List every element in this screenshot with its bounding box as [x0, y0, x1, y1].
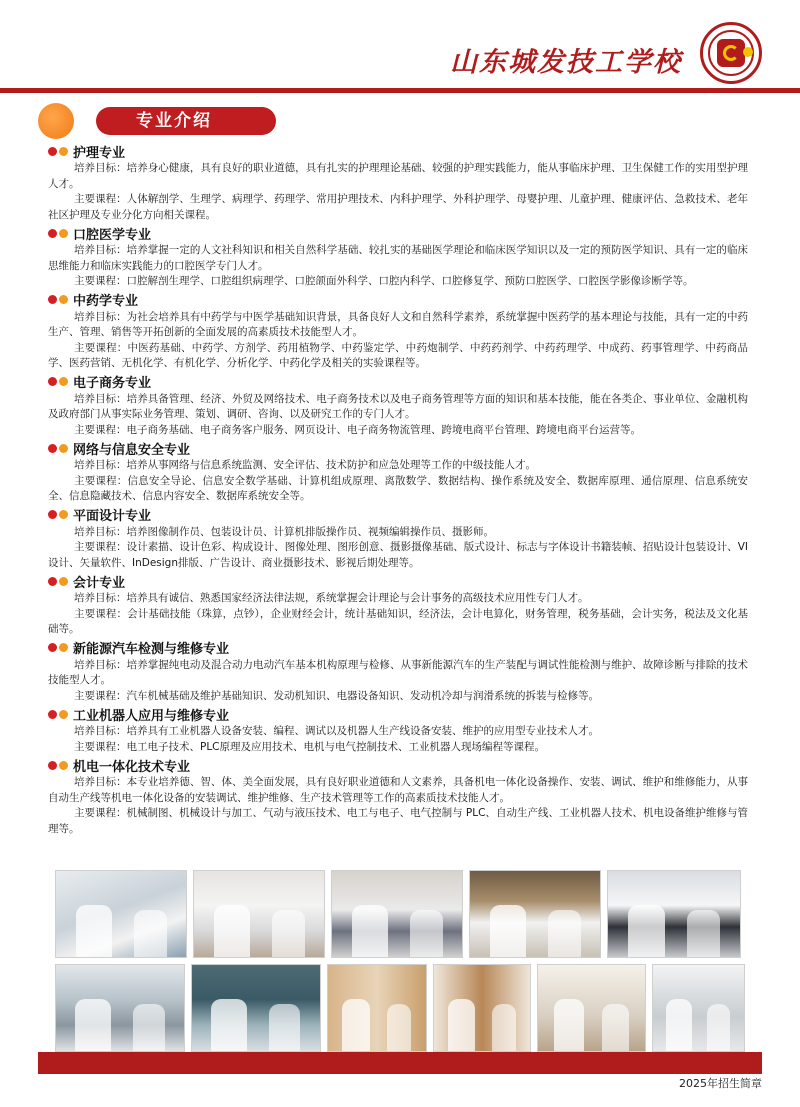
- major-goal: 培养目标：培养具有工业机器人设备安装、编程、调试以及机器人生产线设备安装、维护的应用型专业技术人才。: [74, 725, 599, 737]
- major-title: [48, 638, 748, 658]
- photo-gallery: [55, 870, 745, 1058]
- bullet-dots-icon: [48, 577, 68, 586]
- bullet-dots-icon: [48, 377, 68, 386]
- major-title-label: 电子商务专业: [73, 376, 152, 391]
- major-section: [48, 290, 748, 372]
- photo-dental-chair: [55, 964, 185, 1052]
- major-goal: 培养目标：培养具备管理、经济、外贸及网络技术、电子商务技术以及电子商务管理等方面的知识和基本技能，能在各类企、事业单位、金融机构及政府部门从事实际业务管理、策划、调研、咨询、以及研究工作的专门人才。: [48, 392, 748, 420]
- major-title: [48, 141, 748, 161]
- photo-pharmacy-lab: [469, 870, 601, 958]
- major-title-label: 口腔医学专业: [73, 227, 152, 243]
- majors-list: [48, 141, 748, 837]
- photo-dormitory-bunks: [327, 964, 427, 1052]
- major-courses: 主要课程：设计素描、设计色彩、构成设计、图像处理、图形创意、摄影摄像基础、版式设计、标志与字体设计书籍装帧、招贴设计包装设计、VI设计、矢量软件、InDesign排版、广告设计、商业摄影技术、影视后期处理等。: [48, 541, 748, 569]
- major-title-label: 网络与信息安全专业: [73, 442, 191, 458]
- major-goal: 培养目标：培养掌握一定的人文社科知识和相关自然科学基础、较扎实的基础医学理论和临床医学知识以及一定的预防医学知识、具有一定的临床思维能力和临床实践能力的口腔医学专门人才。: [48, 244, 748, 272]
- major-goal: 培养目标：培养从事网络与信息系统监测、安全评估、技术防护和应急处理等工作的中级技能人才。: [74, 459, 536, 471]
- bullet-dots-icon: [48, 147, 68, 156]
- major-section: [48, 638, 748, 705]
- major-courses: 主要课程：汽车机械基础及维护基础知识、发动机知识、电器设备知识、发动机冷却与润滑系统的拆装与检修等。: [74, 689, 599, 702]
- logo-dot: [743, 47, 753, 57]
- major-section: [48, 704, 748, 755]
- school-name: 山东城发技工学校: [450, 47, 682, 78]
- major-title-label: 护理专业: [73, 145, 126, 161]
- section-header: [38, 103, 238, 139]
- school-logo-icon: [700, 22, 762, 84]
- major-title: [48, 372, 748, 392]
- footer-text: 2025年招生简章: [679, 1077, 762, 1090]
- major-goal: 培养目标：培养身心健康，具有良好的职业道德，具有扎实的护理理论基础、较强的护理实践能力，能从事临床护理、卫生保健工作的实用型护理人才。: [48, 162, 748, 190]
- major-title: [48, 704, 748, 724]
- photo-nursing-practice: [55, 870, 187, 958]
- major-title-label: 新能源汽车检测与维修专业: [73, 642, 230, 657]
- bullet-dots-icon: [48, 710, 68, 719]
- major-section: [48, 141, 748, 223]
- bullet-dots-icon: [48, 510, 68, 519]
- major-title-label: 平面设计专业: [73, 509, 152, 524]
- major-courses: 主要课程：电子商务基础、电子商务客户服务、网页设计、电子商务物流管理、跨境电商平台管理、跨境电商平台运营等。: [74, 423, 641, 436]
- photo-computer-lab-students: [331, 870, 463, 958]
- major-title: [48, 290, 748, 310]
- major-title: [48, 505, 748, 525]
- major-goal: 培养目标：培养具有诚信、熟悉国家经济法律法规，系统掌握会计理论与会计事务的高级技术应用性专门人才。: [74, 592, 589, 604]
- header-divider: [0, 88, 800, 93]
- footer-bar: [38, 1052, 762, 1074]
- major-section: [48, 372, 748, 439]
- logo-core: [717, 39, 745, 67]
- major-courses: 主要课程：会计基础技能（珠算，点钞），企业财经会计，统计基础知识，经济法，会计电算化，财务管理，税务基础，会计实务，税法及文化基础等。: [48, 607, 748, 635]
- major-title-label: 会计专业: [73, 575, 126, 591]
- major-title-label: 工业机器人应用与维修专业: [73, 708, 230, 724]
- major-title: [48, 571, 748, 591]
- photo-computer-room: [607, 870, 741, 958]
- major-goal: 培养目标：本专业培养德、智、体、美全面发展，具有良好职业道德和人文素养，具备机电一体化设备操作、安装、调试、维护和维修能力，从事自动生产线等机电一体化设备的安装调试、维护维修、生产技术管理等工作的高素质技术技能人才。: [48, 776, 748, 804]
- photo-nurses-group: [193, 870, 325, 958]
- bullet-dots-icon: [48, 295, 68, 304]
- photo-dormitory-lockers: [433, 964, 531, 1052]
- section-title: 专业介绍: [96, 107, 276, 135]
- major-courses: 主要课程：口腔解剖生理学、口腔组织病理学、口腔颌面外科学、口腔内科学、口腔修复学、预防口腔医学、口腔医学影像诊断学等。: [74, 275, 694, 287]
- major-section: [48, 755, 748, 837]
- bullet-dots-icon: [48, 444, 68, 453]
- major-goal: 培养目标：培养掌握纯电动及混合动力电动汽车基本机构原理与检修、从事新能源汽车的生产装配与调试性能检测与维护、故障诊断与排除的技术技能型人才。: [48, 658, 748, 686]
- bullet-dots-icon: [48, 229, 68, 238]
- major-title: [48, 438, 748, 458]
- photo-row-1: [55, 870, 745, 958]
- major-courses: 主要课程：机械制图、机械设计与加工、气动与液压技术、电工与电子、电气控制与 PLC、自动生产线、工业机器人技术、机电设备维护维修与管理等。: [48, 807, 748, 835]
- major-goal: 培养目标：培养图像制作员、包装设计员、计算机排版操作员、视频编辑操作员、摄影师。: [74, 525, 494, 538]
- major-title-label: 机电一体化技术专业: [73, 759, 191, 775]
- major-title-label: 中药学专业: [73, 294, 139, 309]
- bullet-dots-icon: [48, 643, 68, 652]
- major-courses: 主要课程：中医药基础、中药学、方剂学、药用植物学、中药鉴定学、中药炮制学、中药药剂学、中药药理学、中成药、药事管理学、中药商品学、医药营销、无机化学、有机化学、分析化学、中药化学及相关的实验课程等。: [48, 341, 748, 369]
- photo-row-2: [55, 964, 745, 1052]
- major-title: [48, 223, 748, 243]
- major-section: [48, 571, 748, 638]
- major-courses: 主要课程：信息安全导论、信息安全数学基础、计算机组成原理、离散数学、数据结构、操作系统及安全、数据库原理、通信原理、信息系统安全、信息隐藏技术、信息内容安全、数据库系统安全等。: [48, 474, 748, 502]
- photo-hallway: [537, 964, 645, 1052]
- section-circle-icon: [38, 103, 74, 139]
- major-courses: 主要课程：电工电子技术、PLC原理及应用技术、电机与电气控制技术、工业机器人现场编程等课程。: [74, 740, 546, 753]
- bullet-dots-icon: [48, 761, 68, 770]
- major-section: [48, 505, 748, 572]
- major-courses: 主要课程：人体解剖学、生理学、病理学、药理学、常用护理技术、内科护理学、外科护理学、母婴护理、儿童护理、健康评估、急救技术、老年社区护理及专业分化方向相关课程。: [48, 193, 748, 221]
- major-goal: 培养目标：为社会培养具有中药学与中医学基础知识背景，具备良好人文和自然科学素养，系统掌握中医药学的基本理论与技能，具有一定的中药生产、管理、销售等开拓创新的全面发展的高素质技术技能型人才。: [48, 310, 748, 338]
- photo-surgery-training: [191, 964, 321, 1052]
- major-section: [48, 223, 748, 290]
- major-section: [48, 438, 748, 505]
- major-title: [48, 755, 748, 775]
- photo-washroom: [652, 964, 745, 1052]
